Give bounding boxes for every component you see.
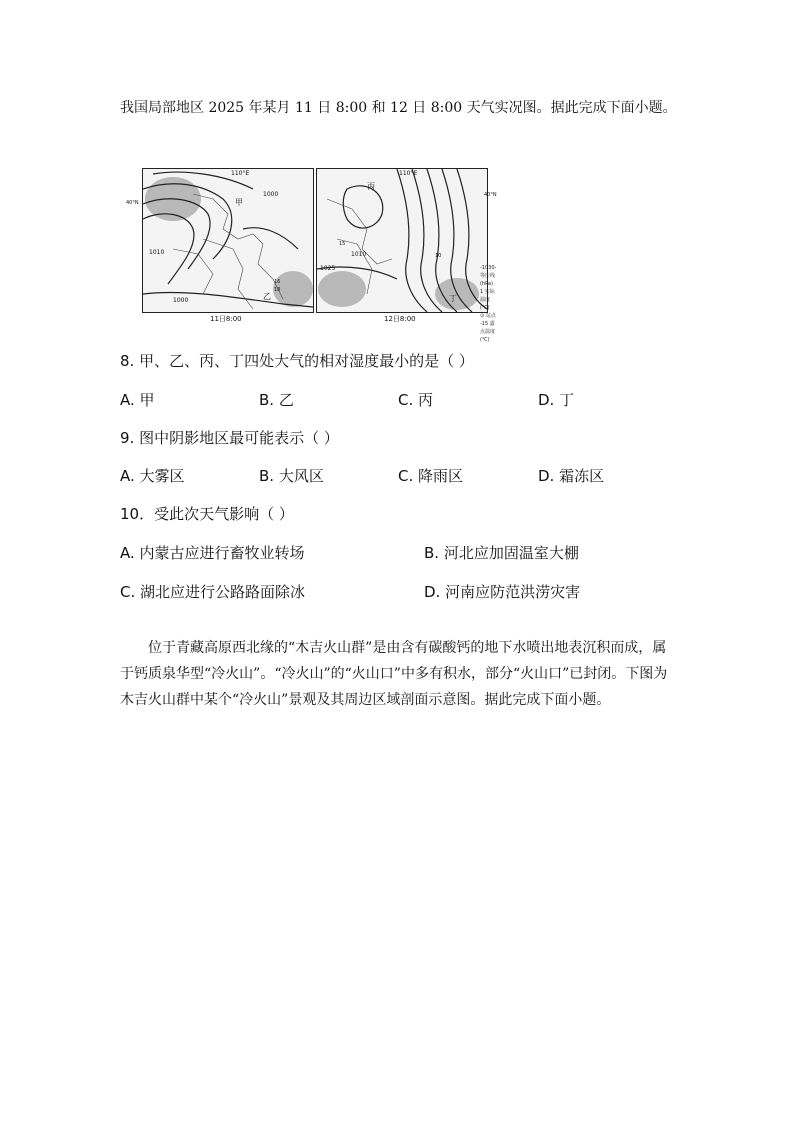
- weather-map-day12: [316, 168, 488, 313]
- station-temp: 15: [339, 241, 346, 247]
- province-border: [173, 249, 213, 294]
- question-8-option-a[interactable]: A. 甲: [120, 391, 155, 409]
- question-8-option-b[interactable]: B. 乙: [259, 391, 294, 409]
- isobar-line: [397, 169, 427, 312]
- location-yi: 乙: [263, 292, 271, 301]
- question-10-option-c[interactable]: C. 湖北应进行公路路面除冰: [120, 583, 306, 601]
- question-8-option-d[interactable]: D. 丁: [538, 391, 575, 409]
- legend-item: ⊙ 站点: [480, 313, 496, 319]
- map-caption-day11: 11日8:00: [210, 315, 242, 323]
- weather-map-day11-svg: [143, 169, 313, 312]
- isobar-label: 1000: [263, 191, 279, 198]
- station-temp: 10: [435, 253, 442, 259]
- legend-item: -1030- 等压线(hPa): [480, 265, 497, 287]
- legend-item: 1 实际温度(℃): [480, 289, 495, 311]
- question-10-stem: 10．受此次天气影响（ ）: [120, 505, 294, 523]
- location-bing: 丙: [367, 182, 375, 191]
- latitude-label: 40°N: [126, 200, 139, 206]
- location-ding: 丁: [449, 294, 457, 303]
- isobar-label: 1025: [320, 265, 336, 272]
- province-border: [193, 194, 283, 299]
- question-10-option-b[interactable]: B. 河北应加固温室大棚: [424, 544, 579, 562]
- weather-maps: [126, 168, 498, 343]
- map-legend: [480, 264, 498, 344]
- longitude-label: 110°E: [231, 170, 250, 177]
- question-9-stem: 9. 图中阴影地区最可能表示（ ）: [120, 429, 339, 447]
- question-8-stem: 8. 甲、乙、丙、丁四处大气的相对湿度最小的是（ ）: [120, 352, 474, 370]
- question-8-option-c[interactable]: C. 丙: [398, 391, 434, 409]
- longitude-label: 110°E: [399, 170, 418, 177]
- question-9-option-c[interactable]: C. 降雨区: [398, 467, 464, 485]
- isobar-line: [243, 228, 298, 249]
- shaded-area: [318, 271, 366, 307]
- isobar-label: 1000: [173, 297, 189, 304]
- question-10-option-d[interactable]: D. 河南应防范洪涝灾害: [424, 583, 581, 601]
- question-9-option-b[interactable]: B. 大风区: [259, 467, 324, 485]
- passage-text: 位于青藏高原西北缘的“木吉火山群”是由含有碳酸钙的地下水喷出地表沉积而成，属于钙质泉华型“冷火山”。“冷火山”的“火山口”中多有积水，部分“火山口”已封闭。下图为木吉火山群中某个“冷火山”景观及其周边区域剖面示意图。据此完成下面小题。: [120, 640, 668, 708]
- legend-item: -15 露点温度(℃): [480, 321, 496, 343]
- intro-text: 我国局部地区 2025 年某月 11 日 8:00 和 12 日 8:00 天气实况图。据此完成下面小题。: [120, 100, 677, 116]
- question-9-option-a[interactable]: A. 大雾区: [120, 467, 185, 485]
- latitude-label: 40°N: [484, 192, 497, 198]
- map-caption-day12: 12日8:00: [384, 315, 416, 323]
- station-dew: 18: [274, 287, 281, 293]
- station-temp: 16: [274, 279, 281, 285]
- question-10-option-a[interactable]: A. 内蒙古应进行畜牧业转场: [120, 544, 305, 562]
- isobar-label: 1010: [149, 249, 165, 256]
- location-jia: 甲: [235, 198, 243, 207]
- question-9-option-d[interactable]: D. 霜冻区: [538, 467, 605, 485]
- isobar-line: [343, 186, 383, 228]
- isobar-label: 1010: [351, 251, 367, 258]
- weather-map-day11: [142, 168, 314, 313]
